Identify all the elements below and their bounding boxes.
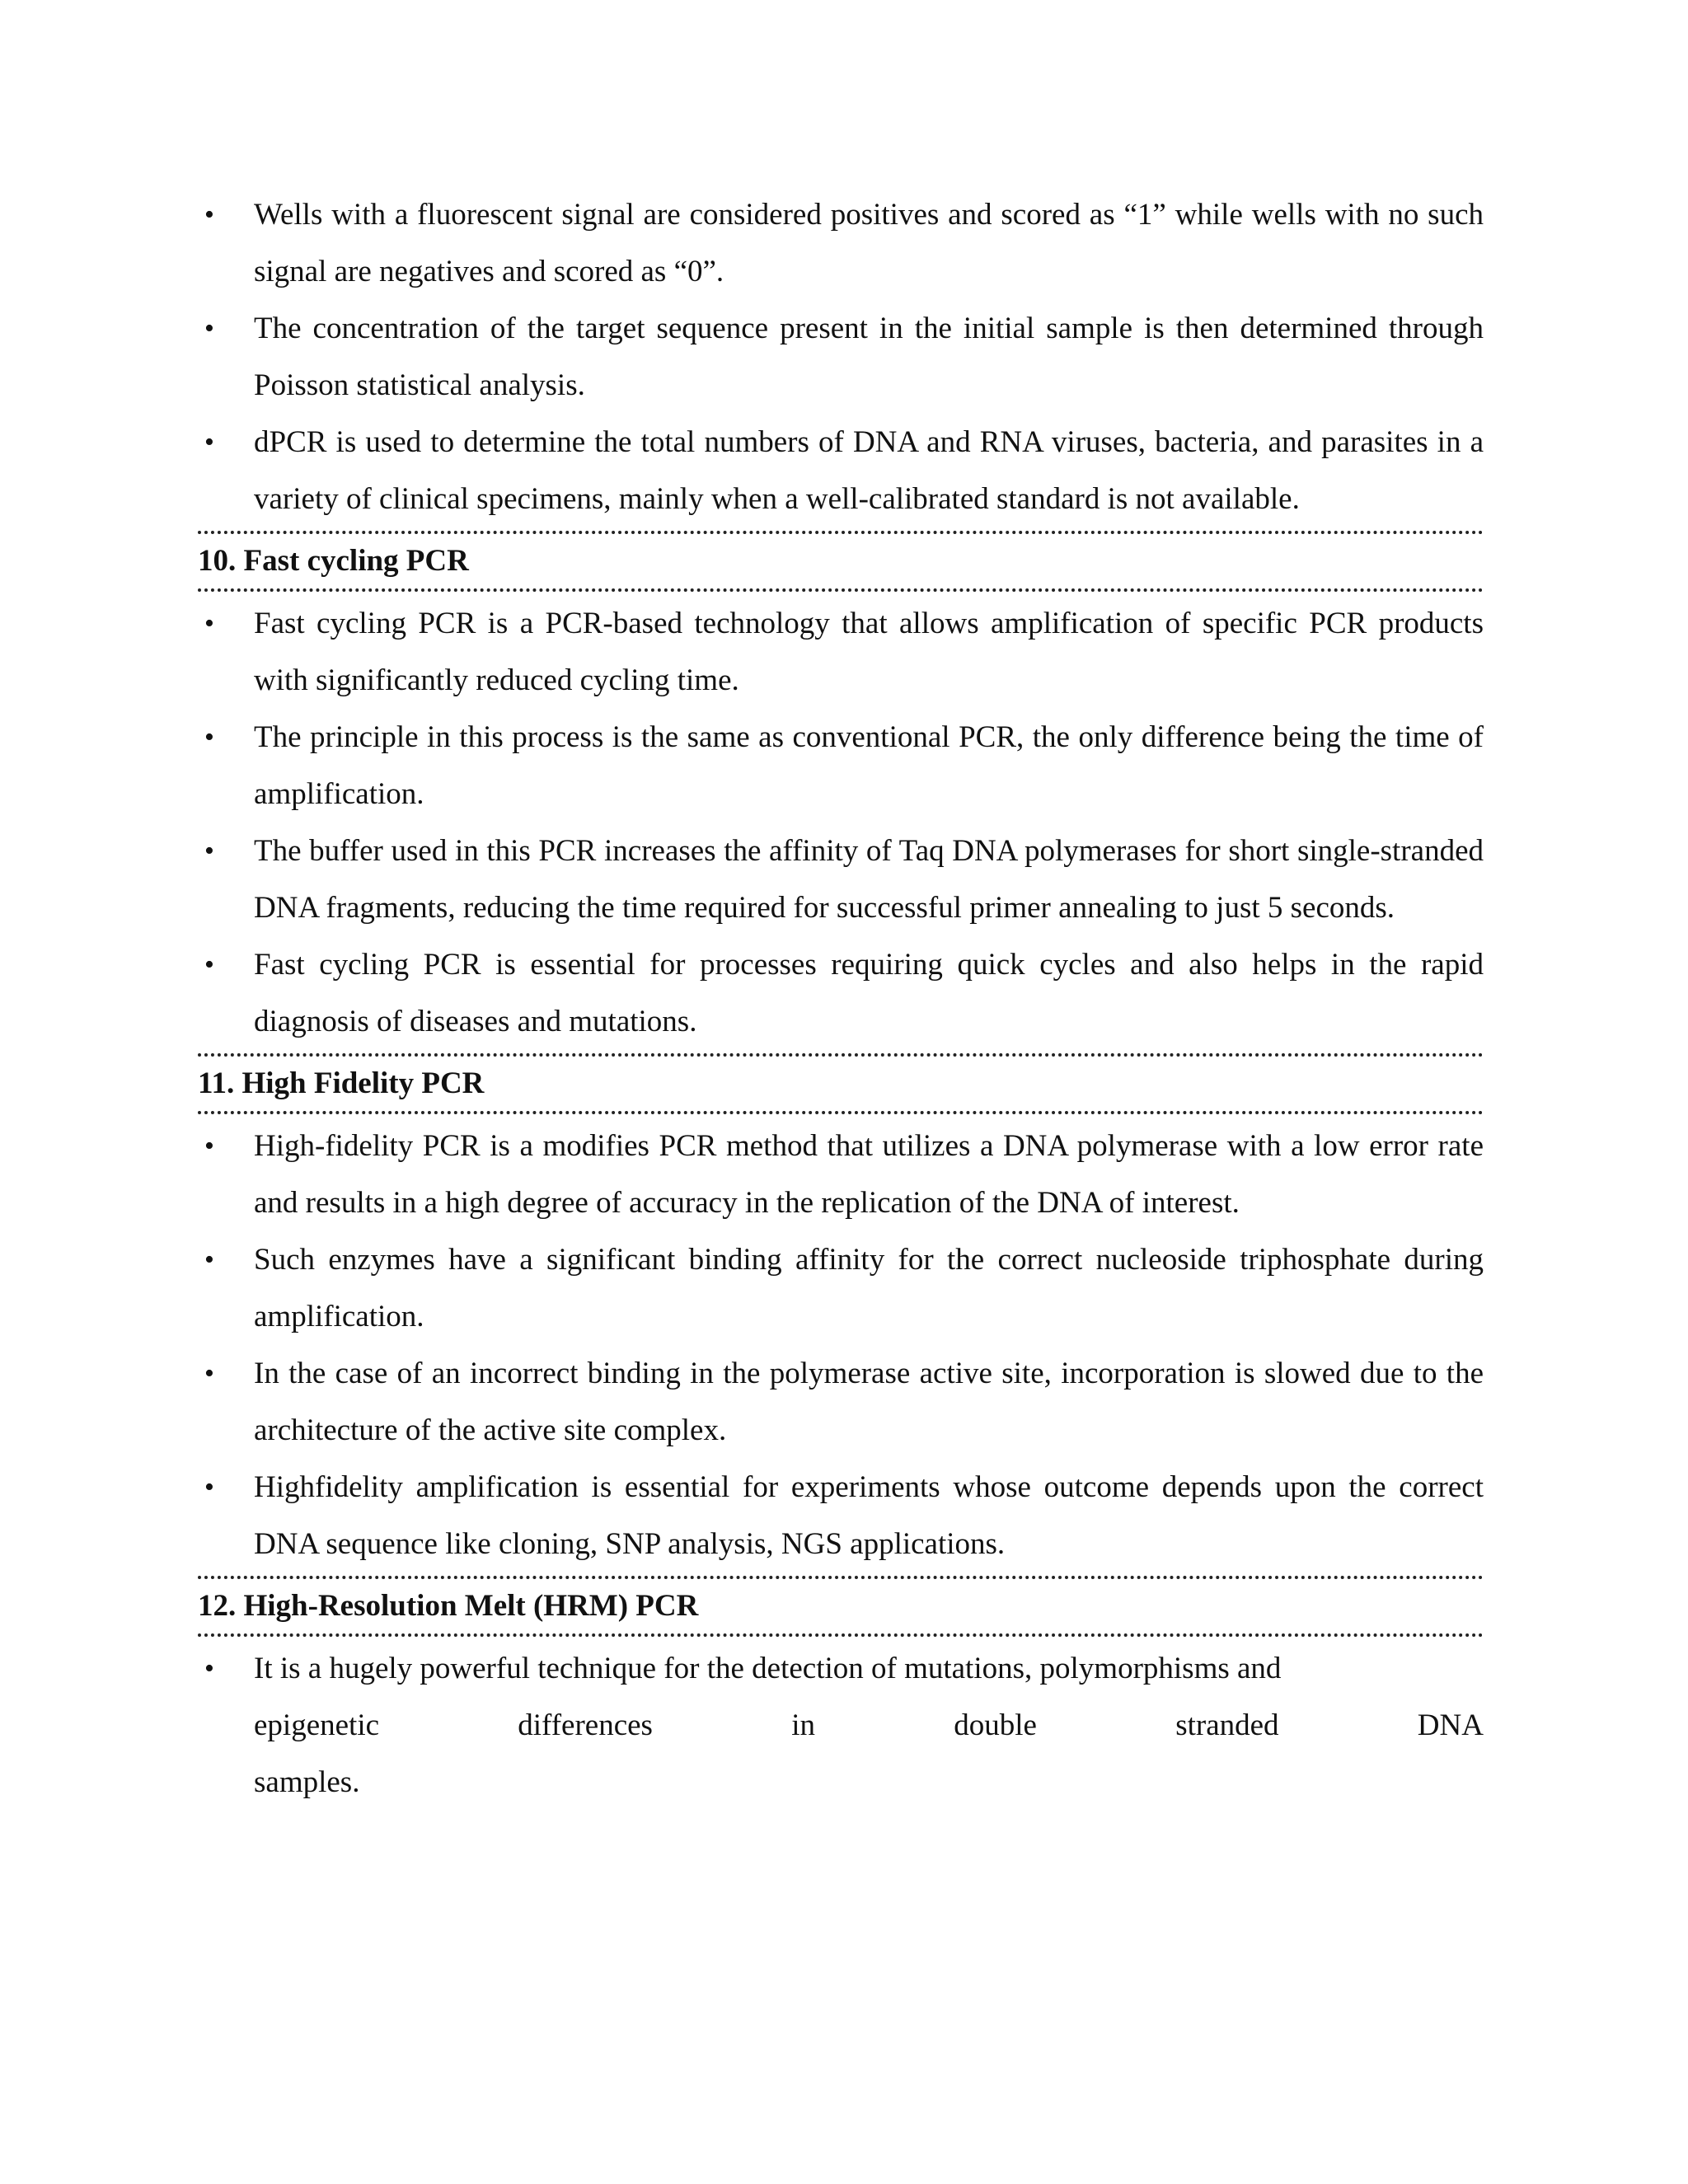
list-item [198, 1118, 1484, 1231]
list-item [198, 595, 1484, 709]
bullet-icon: • [204, 836, 214, 866]
fast-cycling-bullet-list [198, 595, 1484, 1050]
spread-text-line [254, 1697, 1484, 1754]
bullet-text: High-fidelity PCR is a modifies PCR method that utilizes a DNA polymerase with a low error rate and results in a high degree of accuracy in the replication of the DNA of interest. [254, 1129, 1484, 1220]
list-item [198, 1231, 1484, 1345]
bullet-icon: • [204, 313, 214, 344]
bullet-icon: • [204, 608, 214, 639]
bullet-text: The concentration of the target sequence present in the initial sample is then determined through Poisson statistical analysis. [254, 312, 1484, 402]
high-fidelity-bullet-list [198, 1118, 1484, 1572]
hrm-bullet-list [198, 1640, 1484, 1811]
bullet-icon: • [204, 1131, 214, 1161]
word: in [791, 1708, 815, 1742]
word: double [954, 1708, 1037, 1742]
bullet-text: Wells with a fluorescent signal are considered positives and scored as “1” while wells with no such signal are negatives and scored as “0”. [254, 198, 1484, 288]
word: epigenetic [254, 1708, 380, 1742]
bullet-icon: • [204, 199, 214, 230]
bullet-text-tail: samples. [254, 1765, 360, 1799]
bullet-icon: • [204, 1472, 214, 1502]
bullet-text: Fast cycling PCR is essential for processes requiring quick cycles and also helps in the rapid diagnosis of diseases and mutations. [254, 948, 1484, 1038]
bullet-icon: • [204, 1244, 214, 1275]
bullet-text: Highfidelity amplification is essential for experiments whose outcome depends upon the correct DNA sequence like cloning, SNP analysis, NGS applications. [254, 1470, 1484, 1561]
list-item [198, 823, 1484, 936]
list-item [198, 300, 1484, 414]
list-item [198, 1345, 1484, 1459]
bullet-text: Fast cycling PCR is a PCR-based technology that allows amplification of specific PCR products with significantly reduced cycling time. [254, 607, 1484, 697]
list-item [198, 186, 1484, 300]
section-title: 10. Fast cycling PCR [198, 544, 469, 578]
list-item [198, 709, 1484, 823]
bullet-text: It is a hugely powerful technique for the detection of mutations, polymorphisms and [254, 1652, 1282, 1685]
bullet-icon: • [204, 722, 214, 752]
list-item [198, 936, 1484, 1050]
word: DNA [1417, 1708, 1484, 1742]
section-title: 12. High-Resolution Melt (HRM) PCR [198, 1589, 699, 1623]
bullet-text: dPCR is used to determine the total numbers of DNA and RNA viruses, bacteria, and parasites in a variety of clinical specimens, mainly when a well-calibrated standard is not available. [254, 425, 1484, 516]
section-heading-high-fidelity [198, 1053, 1484, 1114]
list-item [198, 414, 1484, 527]
word: stranded [1175, 1708, 1279, 1742]
bullet-icon: • [204, 1358, 214, 1389]
bullet-text: Such enzymes have a significant binding affinity for the correct nucleoside triphosphate during amplification. [254, 1243, 1484, 1333]
bullet-icon: • [204, 427, 214, 457]
word: differences [518, 1708, 653, 1742]
bullet-icon: • [204, 949, 214, 980]
bullet-icon: • [204, 1653, 214, 1684]
bullet-text: The buffer used in this PCR increases the affinity of Taq DNA polymerases for short single-stranded DNA fragments, reducing the time required for successful primer annealing to just 5 seconds. [254, 834, 1484, 925]
list-item [198, 1459, 1484, 1572]
list-item [198, 1640, 1484, 1811]
document-page [198, 186, 1484, 1811]
section-title: 11. High Fidelity PCR [198, 1066, 485, 1100]
bullet-text: In the case of an incorrect binding in the polymerase active site, incorporation is slowed due to the architecture of the active site complex. [254, 1357, 1484, 1447]
bullet-text: The principle in this process is the same as conventional PCR, the only difference being the time of amplification. [254, 720, 1484, 811]
section-heading-hrm [198, 1576, 1484, 1637]
intro-bullet-list [198, 186, 1484, 527]
section-heading-fast-cycling [198, 531, 1484, 592]
